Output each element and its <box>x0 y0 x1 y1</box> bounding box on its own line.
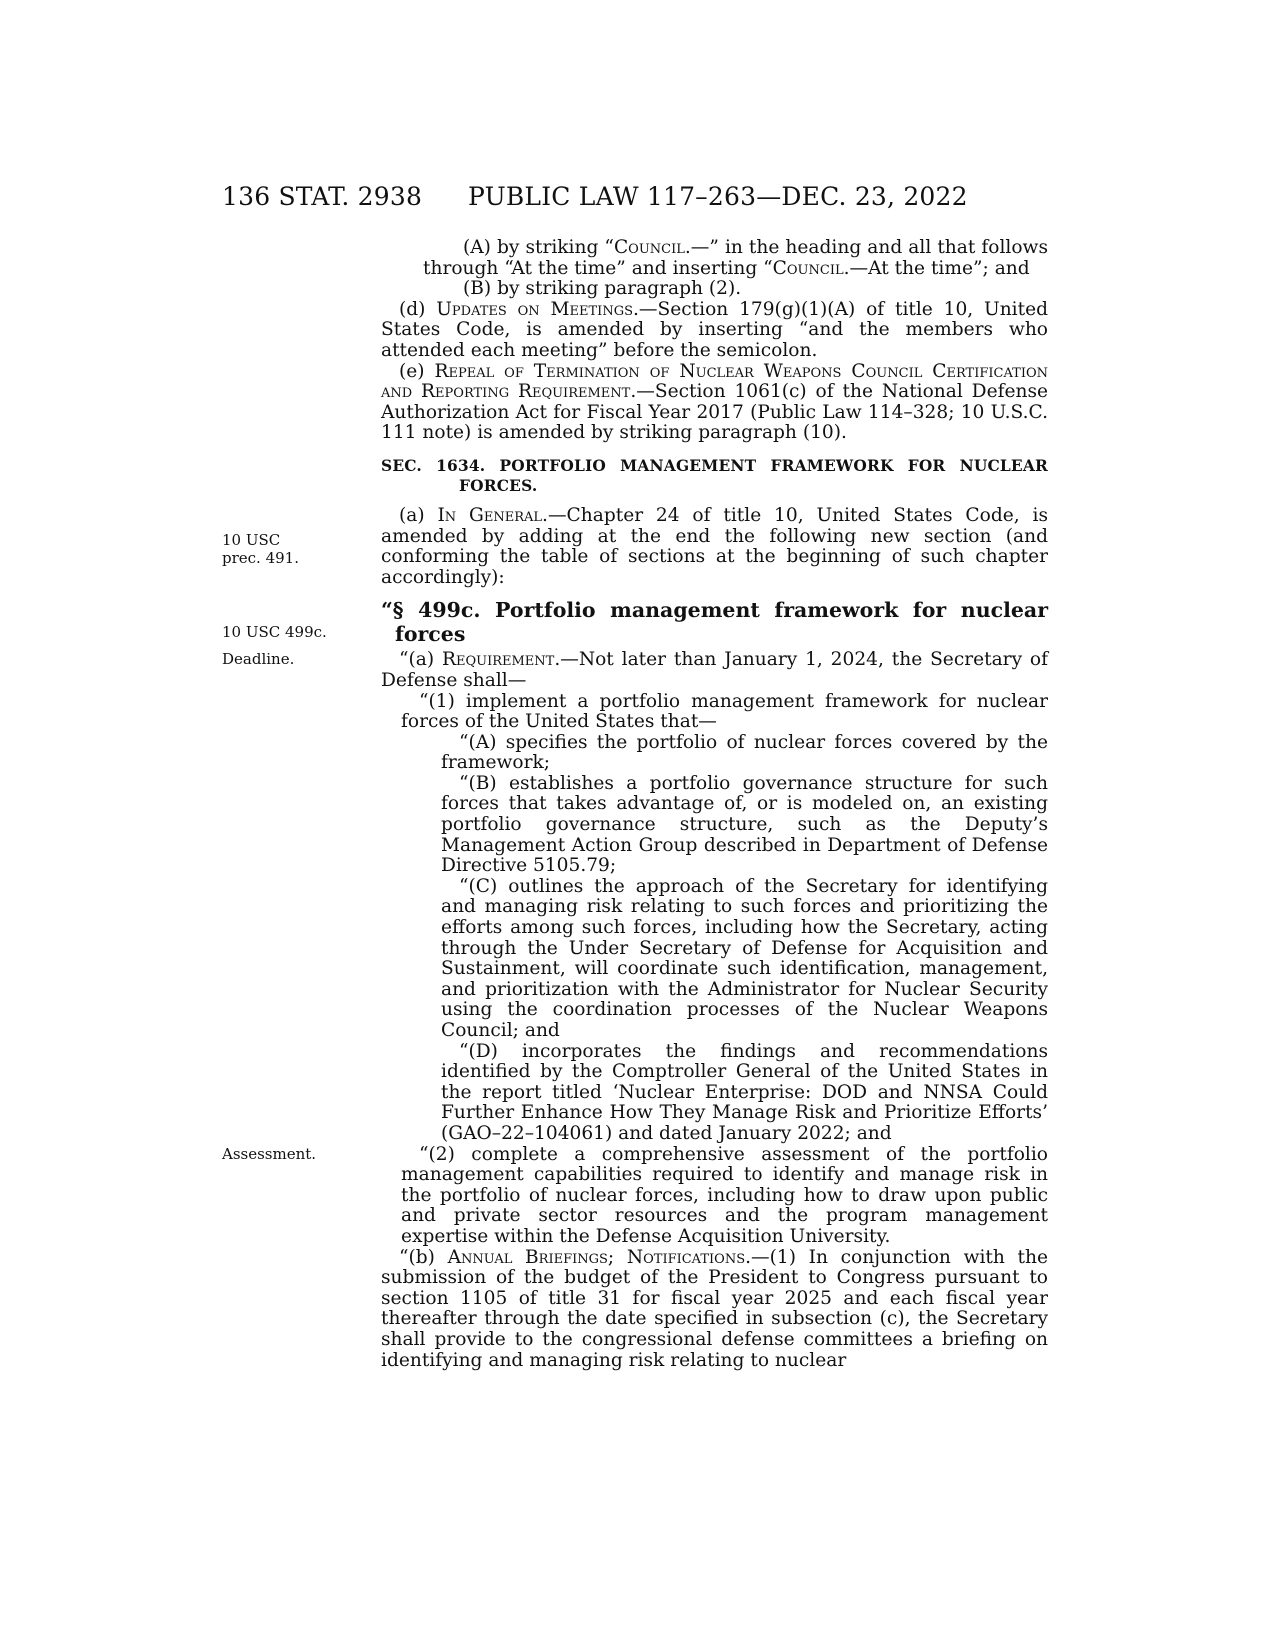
public-law-title: PUBLIC LAW 117–263—DEC. 23, 2022 <box>468 182 968 211</box>
subsection-a-requirement: “(a) Requirement.—Not later than January 1, 2024, the Secretary of Defense shall— <box>381 649 1049 691</box>
subsection-d-updates: (d) Updates on Meetings.—Section 179(g)(1)(A) of title 10, United States Code, is amended by inserting “and the members who attended each meeting” before the semicolon. <box>381 298 1048 361</box>
subparagraph-A: “(A) specifies the portfolio of nuclear forces covered by the framework; <box>441 731 1048 774</box>
paragraph-b-striking: (B) by striking paragraph (2). <box>463 278 742 300</box>
subsection-e-repeal: (e) Repeal of Termination of Nuclear Weapons Council Certification and Reporting Requirement.—Section 1061(c) of the National Defense Authorization Act for Fiscal Year 2017 (Public Law 114–328; 10 U.S.C. 111 note) is amended by striking paragraph (10). <box>381 360 1048 444</box>
subparagraph-D: “(D) incorporates the findings and recommendations identified by the Comptroller General of the United States in the report titled ‘Nuclear Enterprise: DOD and NNSA Could Further Enhance How They Manage Risk and Prioritize Efforts’ (GAO–22–104061) and dated January 2022; and <box>441 1040 1048 1144</box>
subparagraph-C: “(C) outlines the approach of the Secretary for identifying and managing risk relating to such forces and prioritizing the efforts among such forces, including how the Secretary, acting through the Under Secretary of Defense for Acquisition and Sustainment, will coordinate such identification, management, and prioritization with the Administrator for Nuclear Security using the coordination processes of the Nuclear Weapons Council; and <box>441 875 1048 1041</box>
margin-note-assessment: Assessment. <box>222 1145 317 1163</box>
page-header <box>222 182 1048 212</box>
subsection-b-annual-briefings: “(b) Annual Briefings; Notifications.—(1) In conjunction with the submission of the budget of the President to Congress pursuant to section 1105 of title 31 for fiscal year 2025 and each fiscal year thereafter through the date specified in subsection (c), the Secretary shall provide to the congressional defense committees a briefing on identifying and managing risk relating to nuclear <box>381 1246 1049 1371</box>
paragraph-a-striking: (A) by striking “Council.—” in the heading and all that follows through “At the time” and inserting “Council.—At the time”; and <box>423 237 1048 279</box>
paragraph-1-implement: “(1) implement a portfolio management framework for nuclear forces of the United States that— <box>401 690 1048 733</box>
section-499c-title: “§ 499c. Portfolio management framework for nuclear forces <box>381 598 1048 647</box>
margin-note-deadline: Deadline. <box>222 650 295 668</box>
margin-note-usc-prec-line2: prec. 491. <box>222 549 299 567</box>
subsection-a-in-general: (a) In General.—Chapter 24 of title 10, United States Code, is amended by adding at the end the following new section (and conforming the table of sections at the beginning of such chapter accordingly): <box>381 504 1048 588</box>
statute-body <box>381 238 1048 1371</box>
paragraph-2-assessment: “(2) complete a comprehensive assessment of the portfolio management capabilities required to identify and manage risk in the portfolio of nuclear forces, including how to draw upon public and private sector resources and the program management expertise within the Defense Acquisition University. <box>401 1143 1048 1247</box>
margin-note-usc-prec <box>222 531 299 567</box>
statute-page-number: 136 STAT. 2938 <box>222 182 423 211</box>
margin-note-usc-499c: 10 USC 499c. <box>222 623 327 641</box>
section-1634-heading: SEC. 1634. PORTFOLIO MANAGEMENT FRAMEWORK FOR NUCLEAR FORCES. <box>381 456 1048 495</box>
subparagraph-B: “(B) establishes a portfolio governance structure for such forces that takes advantage of, or is modeled on, an existing portfolio governance structure, such as the Deputy’s Management Action Group described in Department of Defense Directive 5105.79; <box>441 772 1048 877</box>
margin-note-usc-prec-line1: 10 USC <box>222 531 281 549</box>
